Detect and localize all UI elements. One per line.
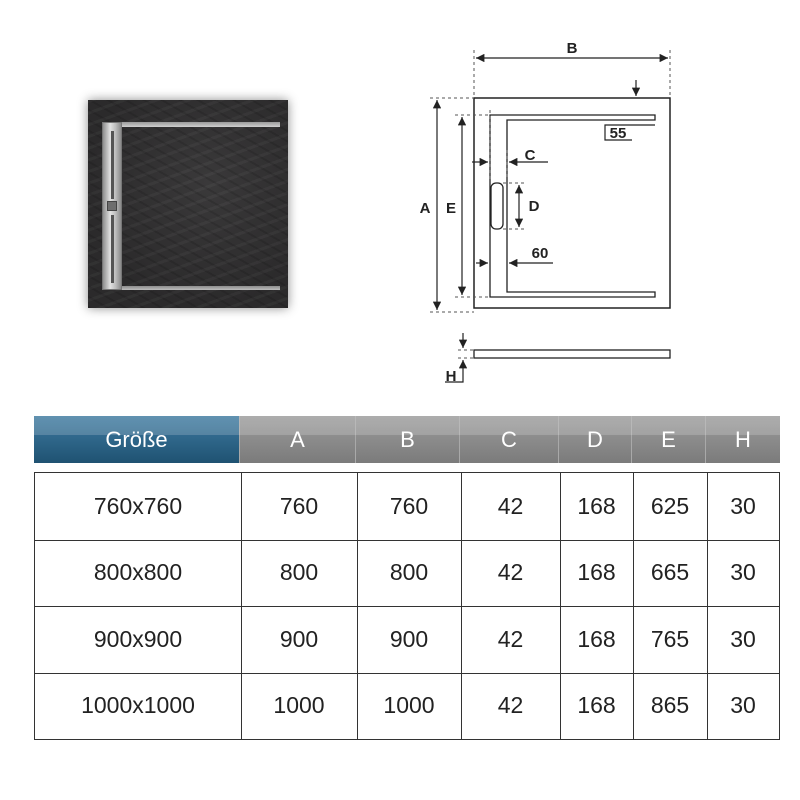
column-divider (560, 473, 561, 739)
cell-e: 625 (650, 492, 690, 519)
cell-e: 665 (650, 559, 690, 586)
header-h: H (706, 416, 780, 463)
cell-size: 760x760 (93, 492, 183, 519)
column-divider (707, 473, 708, 739)
cell-a: 760 (279, 492, 319, 519)
cell-d: 168 (577, 559, 616, 586)
cell-h: 30 (730, 692, 756, 719)
cell-d: 168 (577, 492, 616, 519)
tray-top-view (474, 98, 670, 308)
cell-size: 1000x1000 (81, 692, 195, 719)
cell-h: 30 (730, 559, 756, 586)
label-C: C (524, 147, 536, 164)
cell-c: 42 (497, 625, 524, 652)
header-groesse: Größe (34, 416, 240, 463)
label-55: 55 (609, 125, 627, 142)
header-c: C (460, 416, 559, 463)
label-E: E (445, 200, 457, 217)
cell-a: 900 (279, 625, 319, 652)
cell-c: 42 (497, 492, 524, 519)
label-A: A (419, 200, 431, 217)
cell-b: 760 (389, 492, 429, 519)
row-divider (35, 540, 779, 541)
cell-c: 42 (497, 692, 524, 719)
cell-size: 900x900 (93, 625, 183, 652)
cell-c: 42 (497, 559, 524, 586)
column-divider (241, 473, 242, 739)
table-body (34, 472, 780, 740)
cell-e: 865 (650, 692, 690, 719)
cell-a: 1000 (273, 692, 325, 719)
cell-d: 168 (577, 625, 616, 652)
row-divider (35, 606, 779, 607)
tray-side-view (474, 350, 670, 358)
label-D: D (528, 198, 540, 215)
cell-b: 800 (389, 559, 429, 586)
header-b: B (356, 416, 460, 463)
cell-a: 800 (279, 559, 319, 586)
header-d: D (559, 416, 632, 463)
cell-h: 30 (730, 625, 756, 652)
cell-b: 900 (389, 625, 429, 652)
cell-h: 30 (730, 492, 756, 519)
column-divider (357, 473, 358, 739)
header-a: A (240, 416, 356, 463)
column-divider (633, 473, 634, 739)
cell-size: 800x800 (93, 559, 183, 586)
cell-d: 168 (577, 692, 616, 719)
header-e: E (632, 416, 706, 463)
cell-b: 1000 (383, 692, 435, 719)
cell-e: 765 (650, 625, 690, 652)
row-divider (35, 673, 779, 674)
column-divider (461, 473, 462, 739)
label-B: B (566, 40, 578, 57)
label-H: H (445, 368, 457, 385)
label-60: 60 (531, 245, 549, 262)
